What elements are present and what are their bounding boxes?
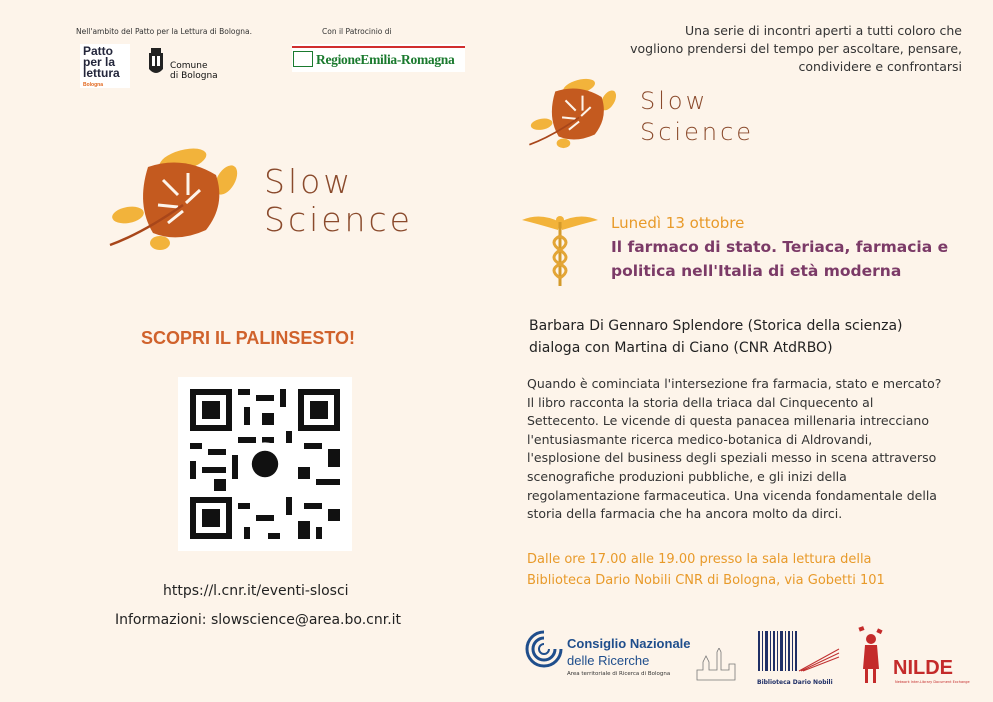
description-line: l'entusiasmante ricerca medico-botanica di Aldrovandi,: [527, 431, 873, 447]
regione-emilia-romagna-logo: [292, 44, 465, 72]
patronage-note: Con il Patrocinio di: [322, 27, 392, 36]
qr-code-icon: [178, 377, 352, 551]
brand-line: Slow: [264, 162, 354, 201]
biblioteca-nobili-logo: [757, 629, 842, 685]
description-line: Il libro racconta la storia della triaca dal Cinquecento al: [527, 394, 874, 410]
patto-logo-city: Bologna: [83, 82, 103, 88]
nilde-logo-subtitle: Network Inter-Library Document Exchange: [895, 680, 970, 684]
intro-line: Una serie di incontri aperti a tutti coloro che: [685, 23, 962, 38]
description-line: regolamentazione farmaceutica. Una vicenda fondamentale della: [527, 487, 937, 503]
qr-code[interactable]: [178, 377, 352, 551]
caduceus-icon: [520, 212, 600, 288]
cnr-logo-line: delle Ricerche: [567, 653, 650, 668]
brand-line: Science: [264, 200, 413, 239]
info-email[interactable]: Informazioni: slowscience@area.bo.cnr.it: [115, 612, 402, 628]
venue-line: Dalle ore 17.00 alle 19.00 presso la sala lettura della: [527, 552, 872, 567]
description-line: Settecento. Le vicende di questa panacea millenaria intrecciano: [527, 413, 930, 429]
event-title-line: politica nell'Italia di età moderna: [611, 262, 902, 280]
event-venue: [527, 549, 885, 591]
comune-logo-line: Comune: [170, 61, 208, 71]
biblioteca-logo-text: Biblioteca Dario Nobili: [757, 679, 833, 686]
event-date: Lunedì 13 ottobre: [611, 214, 745, 232]
description-line: storia della farmacia che ha ancora molto da dirci.: [527, 506, 843, 522]
reader-figure-icon: [853, 625, 893, 685]
comune-logo-line: di Bologna: [170, 71, 218, 81]
library-barcode-icon: [757, 629, 842, 673]
regione-emblem-icon: [293, 51, 313, 67]
intro-line: condividere e confrontarsi: [798, 59, 962, 74]
event-title: [611, 235, 948, 283]
venue-line: Biblioteca Dario Nobili CNR di Bologna, via Gobetti 101: [527, 573, 885, 588]
description-line: scenografiche produzioni pubbliche, e gli inizi della: [527, 468, 847, 484]
patto-logo-line: per la: [83, 55, 116, 69]
speaker-line: dialoga con Martina di Ciano (CNR AtdRBO): [529, 340, 833, 356]
patto-lettura-logo: [80, 44, 130, 88]
event-title-line: Il farmaco di stato. Teriaca, farmacia e: [611, 238, 949, 256]
bologna-skyline-icon: [695, 648, 739, 682]
brand-wordmark-small: [640, 86, 754, 148]
intro-line: vogliono prendersi del tempo per ascoltare, pensare,: [630, 41, 962, 56]
series-intro: [630, 22, 962, 76]
comune-crest-icon: [146, 47, 166, 79]
palinsesto-cta: SCOPRI IL PALINSESTO!: [141, 328, 356, 348]
patto-logo-line: Patto: [83, 44, 113, 58]
brand-line: Science: [640, 118, 755, 146]
event-description: [527, 375, 941, 524]
monstera-leaf-icon: [528, 68, 620, 160]
brand-wordmark-large: [264, 163, 413, 239]
monstera-leaf-icon: [108, 145, 243, 255]
description-line: l'esplosione del business degli speziali messo in scena attraverso: [527, 450, 937, 466]
description-line: Quando è cominciata l'intersezione fra farmacia, stato e mercato?: [527, 376, 942, 391]
regione-logo-text: RegioneEmilia-Romagna: [316, 52, 455, 67]
patto-note: Nell'ambito del Patto per la Lettura di Bologna.: [76, 27, 252, 36]
nilde-logo: [853, 625, 985, 687]
palinsesto-link[interactable]: https://l.cnr.it/eventi-slosci: [163, 583, 349, 599]
cnr-logo-subtitle: Area territoriale di Ricerca di Bologna: [567, 671, 671, 677]
speaker-line: Barbara Di Gennaro Splendore (Storica della scienza): [529, 318, 903, 334]
cnr-logo: [525, 628, 740, 684]
patto-logo-line: lettura: [83, 66, 120, 80]
cnr-logo-line: Consiglio Nazionale: [567, 636, 691, 651]
event-speakers: [529, 315, 903, 359]
brand-line: Slow: [640, 87, 709, 115]
cnr-emblem-icon: [525, 630, 563, 668]
nilde-logo-text: NILDE: [893, 657, 953, 679]
